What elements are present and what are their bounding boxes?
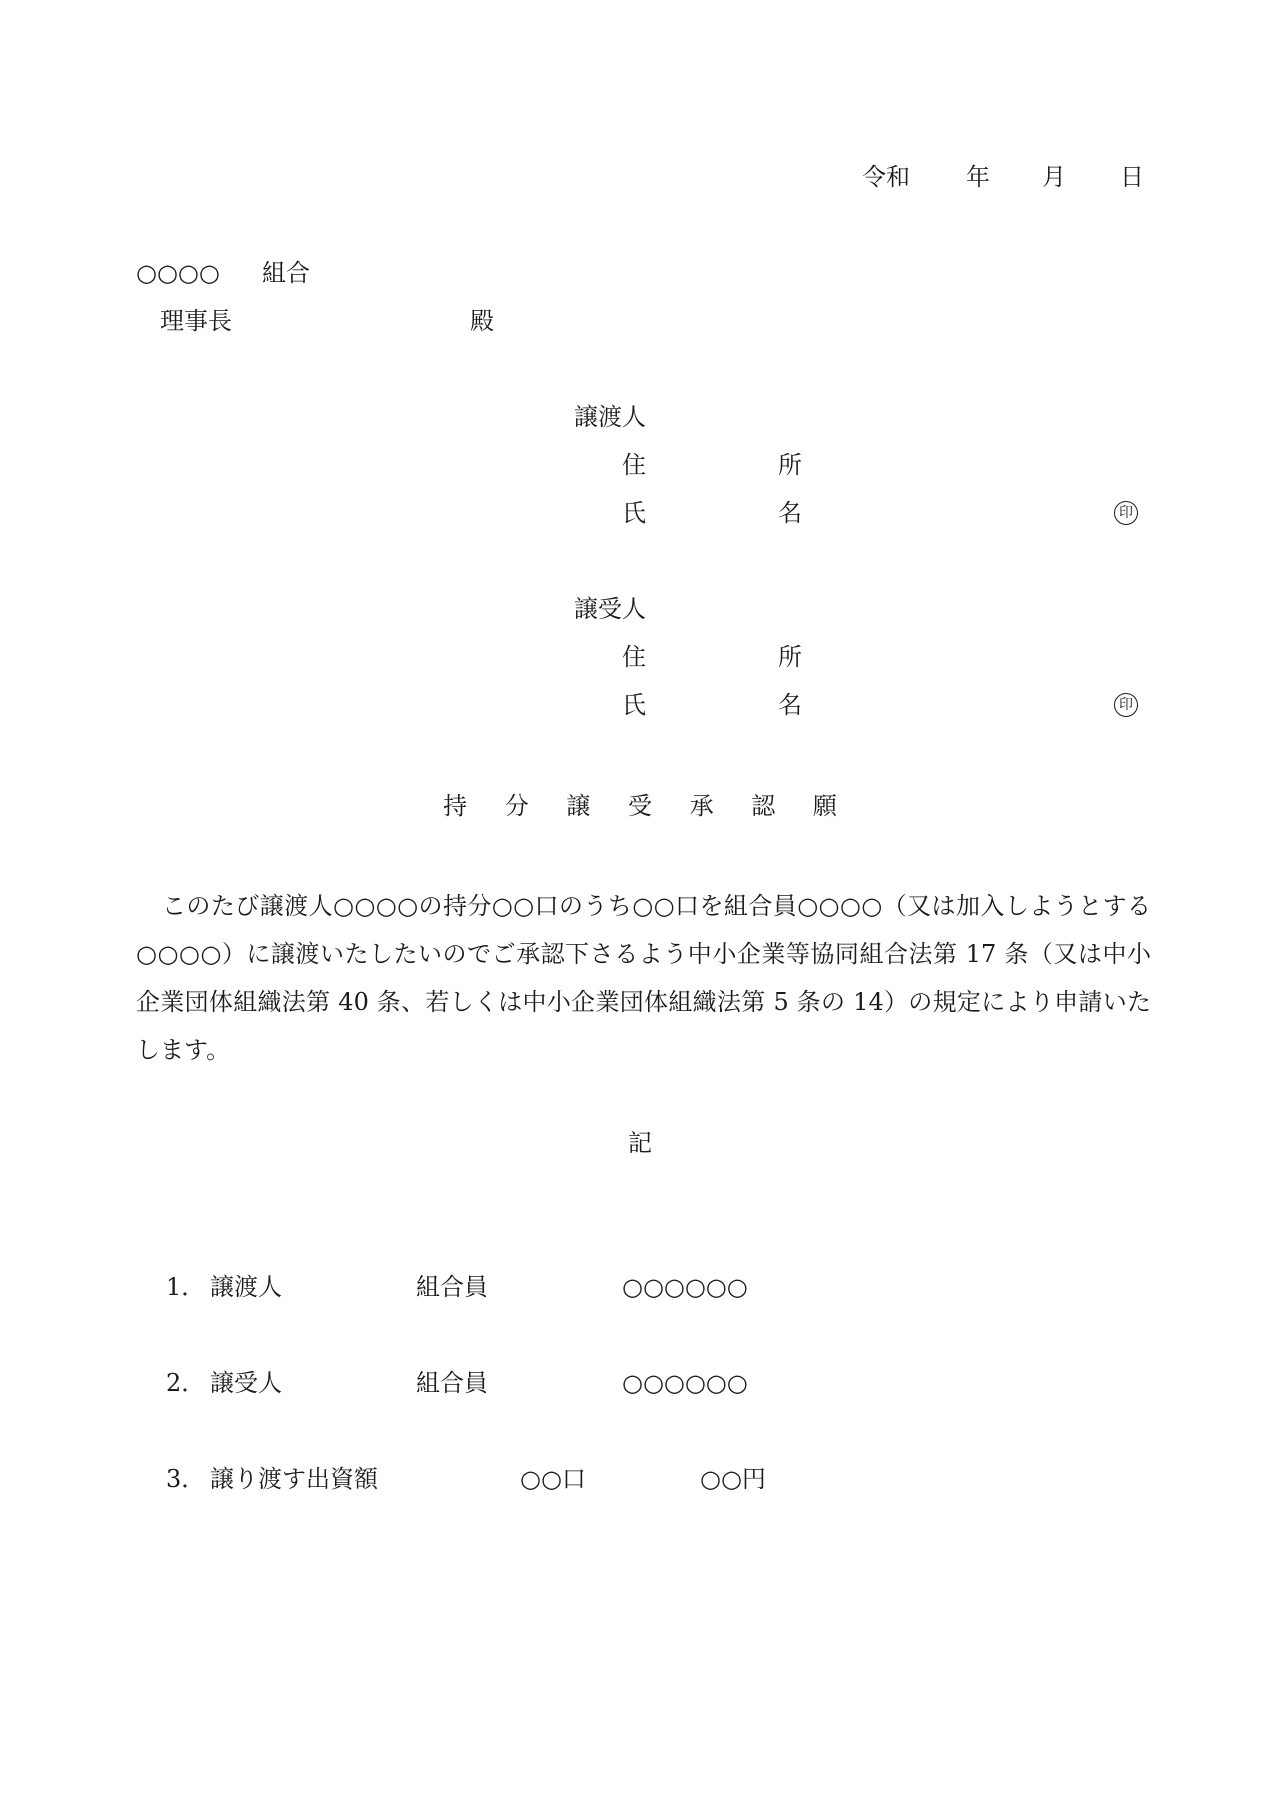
body-paragraph (136, 882, 1151, 1074)
item-3-col2: ○○口 (520, 1465, 586, 1493)
addressee-org-suffix: 組合 (262, 259, 310, 287)
title-char: 認 (751, 792, 776, 820)
transferee-seal-icon: 印 (1114, 693, 1138, 717)
title-char: 受 (628, 792, 652, 820)
document-title (0, 791, 1280, 821)
ki-heading: 記 (628, 1129, 652, 1157)
date-year: 年 (966, 163, 990, 191)
transferee-name-label-b: 名 (778, 691, 802, 719)
addressee-honorific: 殿 (470, 307, 494, 335)
item-1-col2: 組合員 (416, 1273, 488, 1301)
transferee-address-label-b: 所 (778, 643, 802, 671)
date-month: 月 (1042, 163, 1066, 191)
item-2-number: 2． (166, 1369, 206, 1397)
date-day: 日 (1120, 163, 1144, 191)
item-1-col3: ○○○○○○ (622, 1273, 748, 1301)
body-text: このたび譲渡人○○○○の持分○○口のうち○○口を組合員○○○○（又は加入しようとする○○○○）に譲渡いたしたいのでご承認下さるよう中小企業等協同組合法第 17 条（又は中小企業団体組織法第 40 条、若しくは中小企業団体組織法第 5 条の 14）の規定により申請いたします。 (136, 892, 1151, 1064)
transferee-address-label-a: 住 (622, 643, 646, 671)
title-char: 分 (504, 792, 529, 820)
item-3-number: 3． (166, 1465, 206, 1493)
transferee-name-label-a: 氏 (622, 691, 646, 719)
item-2-col2: 組合員 (416, 1369, 488, 1397)
transferor-seal-icon: 印 (1114, 501, 1138, 525)
transferor-heading: 譲渡人 (574, 403, 646, 431)
addressee-title: 理事長 (160, 307, 232, 335)
item-3-col3: ○○円 (700, 1465, 766, 1493)
item-1-number: 1． (166, 1273, 206, 1301)
title-char: 持 (443, 792, 468, 820)
addressee-org-placeholder: ○○○○ (136, 259, 220, 287)
date-line (862, 162, 910, 192)
item-3-label: 譲り渡す出資額 (210, 1465, 378, 1493)
title-char: 譲 (566, 792, 591, 820)
transferee-heading: 譲受人 (574, 595, 646, 623)
transferor-address-label-b: 所 (778, 451, 802, 479)
transferor-name-label-b: 名 (778, 499, 802, 527)
item-2-col3: ○○○○○○ (622, 1369, 748, 1397)
title-char: 承 (689, 792, 714, 820)
date-era: 令和 (862, 163, 910, 191)
title-char: 願 (812, 792, 837, 820)
transferor-address-label-a: 住 (622, 451, 646, 479)
item-2-label: 譲受人 (210, 1369, 282, 1397)
item-1-label: 譲渡人 (210, 1273, 282, 1301)
transferor-name-label-a: 氏 (622, 499, 646, 527)
